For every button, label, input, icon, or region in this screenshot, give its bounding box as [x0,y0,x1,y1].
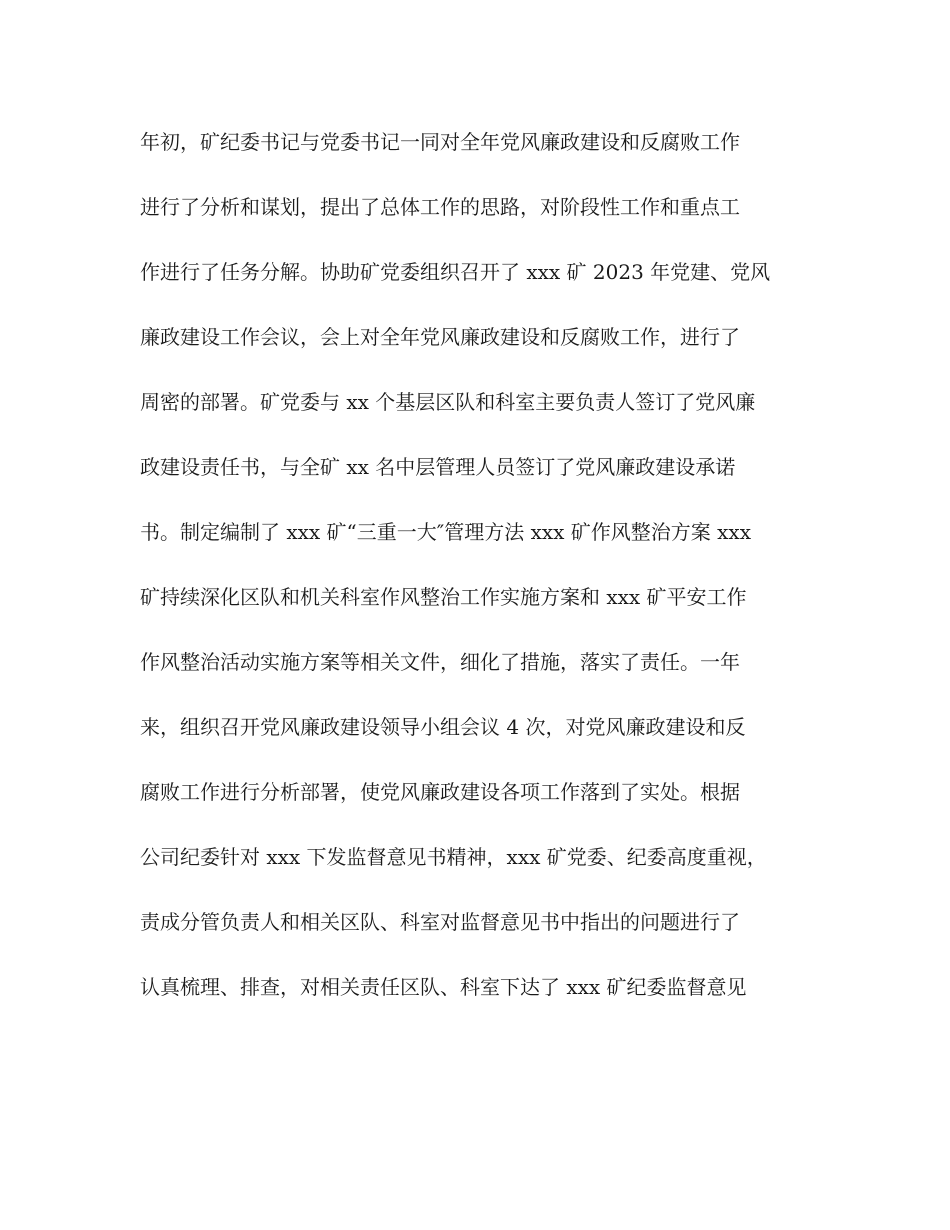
text-line: 作进行了任务分解。协助矿党委组织召开了 xxx 矿 2023 年党建、党风 [140,260,771,284]
text-line: 来，组织召开党风廉政建设领导小组会议 4 次，对党风廉政建设和反 [140,715,746,739]
text-line: 腐败工作进行分析部署，使党风廉政建设各项工作落到了实处。根据 [140,780,740,804]
text-line: 书。制定编制了 xxx 矿“三重一大″管理方法 xxx 矿作风整治方案 xxx [140,520,751,544]
text-line: 公司纪委针对 xxx 下发监督意见书精神，xxx 矿党委、纪委高度重视， [140,845,767,869]
text-line: 责成分管负责人和相关区队、科室对监督意见书中指出的问题进行了 [140,910,740,934]
text-line: 作风整治活动实施方案等相关文件，细化了措施，落实了责任。一年 [140,650,740,674]
text-line: 矿持续深化区队和机关科室作风整治工作实施方案和 xxx 矿平安工作 [140,585,747,609]
text-line: 周密的部署。矿党委与 xx 个基层区队和科室主要负责人签订了党风廉 [140,390,756,414]
text-line: 政建设责任书，与全矿 xx 名中层管理人员签订了党风廉政建设承诺 [140,455,736,479]
text-line: 认真梳理、排查，对相关责任区队、科室下达了 xxx 矿纪委监督意见 [140,975,747,999]
body-paragraph [140,119,820,1029]
text-line: 进行了分析和谋划，提出了总体工作的思路，对阶段性工作和重点工 [140,195,740,219]
text-line: 廉政建设工作会议，会上对全年党风廉政建设和反腐败工作，进行了 [140,325,740,349]
text-line: 年初，矿纪委书记与党委书记一同对全年党风廉政建设和反腐败工作 [140,130,740,154]
